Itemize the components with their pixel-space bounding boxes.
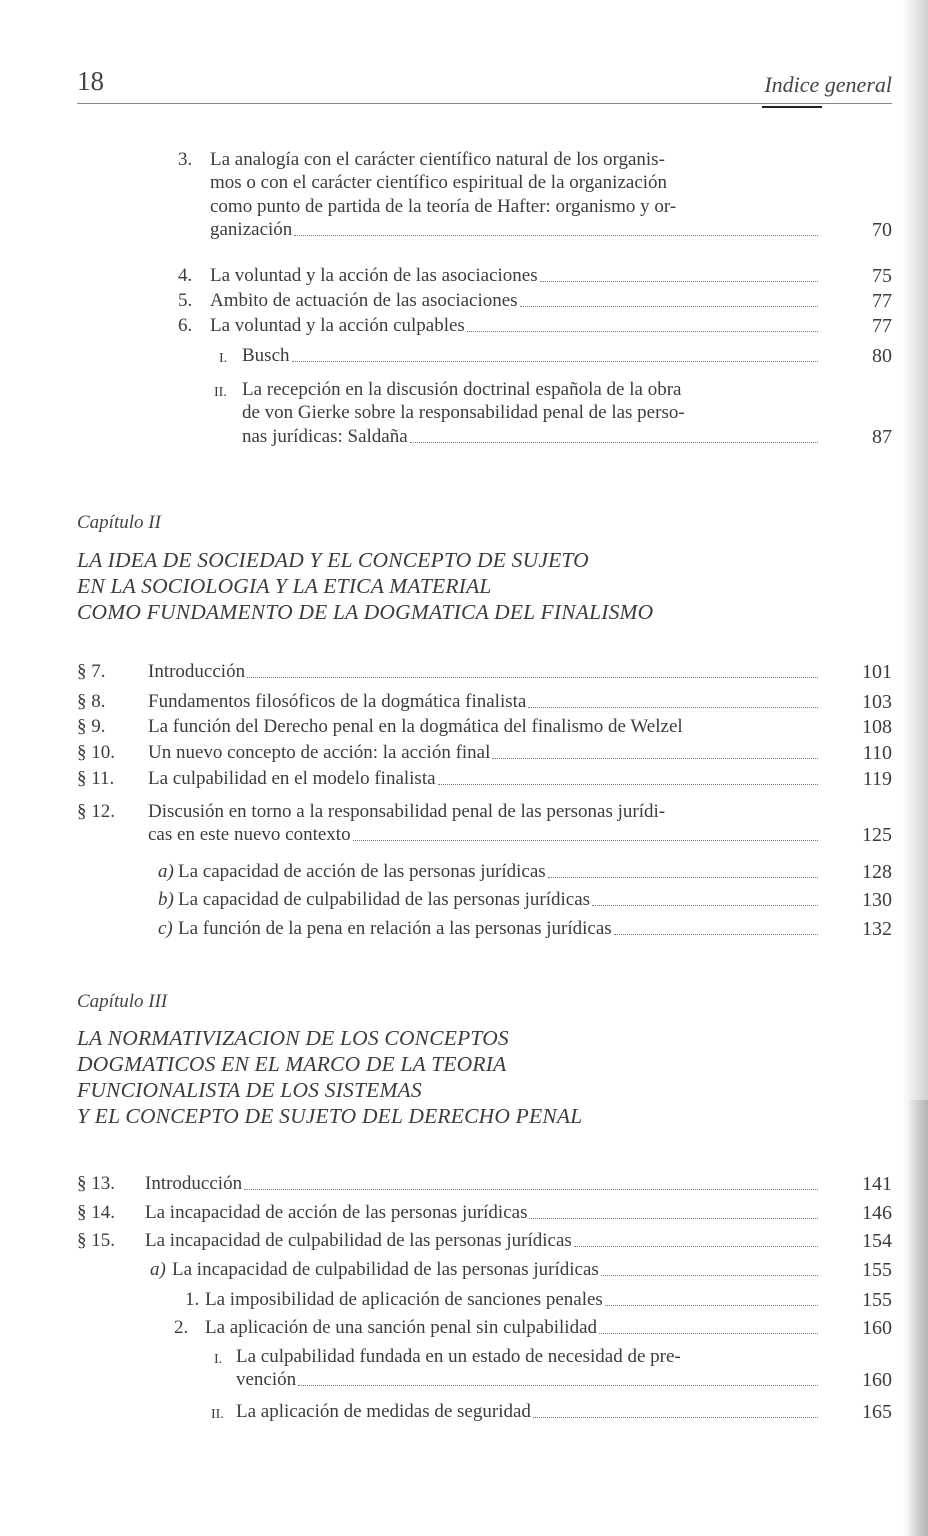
toc-entry-text: La incapacidad de culpabilidad de las personas jurídicas bbox=[145, 1230, 572, 1251]
toc-entry-text: Ambito de actuación de las asociaciones bbox=[210, 290, 518, 311]
toc-entry-text: Fundamentos filosóficos de la dogmática finalista bbox=[148, 691, 527, 712]
header-rule bbox=[77, 103, 892, 104]
toc-entry-text-line: La función del Derecho penal en la dogmática del finalismo de Welzel bbox=[148, 716, 683, 737]
toc-entry-page: 146 bbox=[862, 1202, 892, 1224]
toc-entry-page: 128 bbox=[862, 861, 892, 883]
toc-entry-number: § 14. bbox=[77, 1202, 115, 1223]
toc-entry-number: a) bbox=[158, 861, 174, 882]
toc-entry-text-line bbox=[178, 860, 818, 883]
toc-entry-page: 80 bbox=[872, 345, 892, 367]
chapter-2-title-line: LA IDEA DE SOCIEDAD Y EL CONCEPTO DE SUJETO bbox=[77, 548, 589, 572]
toc-entry-text-line bbox=[145, 1172, 818, 1195]
chapter-3-title-line: FUNCIONALISTA DE LOS SISTEMAS bbox=[77, 1078, 422, 1102]
chapter-3-title-line: Y EL CONCEPTO DE SUJETO DEL DERECHO PENAL bbox=[77, 1104, 583, 1128]
dot-leader bbox=[492, 741, 818, 759]
dot-leader bbox=[294, 218, 818, 236]
toc-entry bbox=[0, 800, 928, 847]
toc-entry-number: § 12. bbox=[77, 801, 115, 822]
toc-entry-text-line bbox=[205, 1316, 818, 1339]
dot-leader bbox=[247, 660, 818, 678]
toc-entry bbox=[0, 767, 928, 790]
toc-entry-page: 103 bbox=[862, 691, 892, 713]
toc-entry-text: La aplicación de medidas de seguridad bbox=[236, 1401, 531, 1422]
toc-entry-page: 125 bbox=[862, 824, 892, 847]
toc-entry-text: La voluntad y la acción de las asociaciones bbox=[210, 265, 538, 286]
toc-entry-text: La función de la pena en relación a las personas jurídicas bbox=[178, 918, 612, 939]
toc-entry-text-line: como punto de partida de la teoría de Hafter: organismo y or- bbox=[210, 195, 677, 217]
toc-entry-text-line bbox=[210, 314, 818, 337]
toc-entry bbox=[0, 289, 928, 312]
toc-entry-text-line bbox=[148, 690, 818, 713]
toc-entry-text-line bbox=[210, 218, 818, 241]
toc-entry bbox=[0, 314, 928, 337]
toc-entry-number: § 7. bbox=[77, 661, 106, 682]
dot-leader bbox=[244, 1172, 818, 1190]
toc-entry-text: nas jurídicas: Saldaña bbox=[242, 425, 408, 447]
toc-entry bbox=[0, 1229, 928, 1252]
toc-entry-text-line bbox=[148, 741, 818, 764]
chapter-2-title-line: COMO FUNDAMENTO DE LA DOGMATICA DEL FINALISMO bbox=[77, 600, 654, 624]
toc-entry bbox=[0, 860, 928, 883]
dot-leader bbox=[601, 1258, 818, 1276]
toc-entry-text: La aplicación de una sanción penal sin culpabilidad bbox=[205, 1317, 597, 1338]
toc-entry bbox=[0, 264, 928, 287]
toc-entry-text: Busch bbox=[242, 345, 290, 366]
toc-entry-page: 70 bbox=[872, 219, 892, 242]
toc-entry-number: 3. bbox=[178, 149, 193, 170]
toc-entry-number: § 13. bbox=[77, 1173, 115, 1194]
toc-entry-number: § 10. bbox=[77, 742, 115, 763]
toc-entry-number: I. bbox=[219, 351, 228, 366]
toc-entry-text-line bbox=[210, 264, 818, 287]
toc-entry-page: 101 bbox=[862, 661, 892, 683]
toc-entry-page: 110 bbox=[862, 742, 892, 764]
toc-entry bbox=[0, 1172, 928, 1195]
dot-leader bbox=[533, 1400, 818, 1418]
toc-entry bbox=[0, 1288, 928, 1311]
toc-entry-text: La imposibilidad de aplicación de sanciones penales bbox=[205, 1289, 603, 1310]
toc-entry-number: II. bbox=[214, 385, 227, 400]
toc-entry-text: ganización bbox=[210, 219, 293, 241]
toc-entry-text-line bbox=[236, 1400, 818, 1423]
toc-entry-text: La incapacidad de acción de las personas jurídicas bbox=[145, 1202, 528, 1223]
toc-entry bbox=[0, 1258, 928, 1281]
header-rule-accent bbox=[762, 106, 822, 108]
toc-entry bbox=[0, 1400, 928, 1423]
toc-entry-text-line bbox=[145, 1229, 818, 1252]
toc-entry-text-line bbox=[145, 1201, 818, 1224]
toc-entry-page: 154 bbox=[862, 1230, 892, 1252]
toc-entry-text-line: La analogía con el carácter científico natural de los organis- bbox=[210, 149, 665, 170]
dot-leader bbox=[599, 1316, 818, 1334]
toc-entry-text-line bbox=[205, 1288, 818, 1311]
toc-entry bbox=[0, 917, 928, 940]
dot-leader bbox=[298, 1368, 818, 1386]
toc-entry-page: 132 bbox=[862, 918, 892, 940]
dot-leader bbox=[410, 425, 818, 443]
chapter-3-title bbox=[77, 1025, 582, 1129]
dot-leader bbox=[574, 1229, 818, 1247]
toc-entry bbox=[0, 715, 928, 738]
toc-entry-number: II. bbox=[211, 1407, 224, 1422]
toc-entry-text: La voluntad y la acción culpables bbox=[210, 315, 465, 336]
toc-entry bbox=[0, 690, 928, 713]
toc-entry-page: 155 bbox=[862, 1259, 892, 1281]
toc-entry-number: 5. bbox=[178, 290, 193, 311]
toc-entry bbox=[0, 1345, 928, 1392]
toc-entry-text-line bbox=[236, 1368, 818, 1391]
dot-leader bbox=[548, 860, 818, 878]
dot-leader bbox=[540, 264, 818, 282]
chapter-3-title-line: DOGMATICOS EN EL MARCO DE LA TEORIA bbox=[77, 1052, 507, 1076]
toc-entry-text: vención bbox=[236, 1369, 297, 1391]
toc-entry-page: 165 bbox=[862, 1401, 892, 1423]
toc-entry-text-line: de von Gierke sobre la responsabilidad penal de las perso- bbox=[242, 402, 685, 424]
chapter-3-label: Capítulo III bbox=[77, 991, 168, 1012]
toc-entry-page: 108 bbox=[862, 716, 892, 738]
toc-entry-text: La capacidad de culpabilidad de las personas jurídicas bbox=[178, 889, 591, 910]
toc-entry-number: § 9. bbox=[77, 716, 106, 737]
dot-leader bbox=[467, 314, 818, 332]
toc-entry-text-line bbox=[178, 917, 818, 940]
toc-entry-text-line bbox=[148, 660, 818, 683]
toc-entry-text-line: La culpabilidad fundada en un estado de necesidad de pre- bbox=[236, 1346, 681, 1367]
toc-entry-text-line: Discusión en torno a la responsabilidad penal de las personas jurídi- bbox=[148, 801, 666, 822]
toc-entry-number: § 15. bbox=[77, 1230, 115, 1251]
toc-entry-text: cas en este nuevo contexto bbox=[148, 824, 351, 846]
page-number: 18 bbox=[77, 66, 104, 96]
dot-leader bbox=[438, 767, 818, 785]
toc-entry-page: 130 bbox=[862, 889, 892, 911]
toc-entry-text-line bbox=[210, 289, 818, 312]
toc-entry-page: 160 bbox=[862, 1369, 892, 1392]
dot-leader bbox=[520, 289, 818, 307]
toc-entry-text-line bbox=[148, 767, 818, 790]
toc-entry bbox=[0, 888, 928, 911]
toc-entry-text-line: La recepción en la discusión doctrinal española de la obra bbox=[242, 379, 682, 400]
toc-entry-text-line bbox=[172, 1258, 818, 1281]
toc-entry-text: La incapacidad de culpabilidad de las personas jurídicas bbox=[172, 1259, 599, 1280]
toc-entry-number: § 8. bbox=[77, 691, 106, 712]
running-head: Indice general bbox=[764, 72, 892, 97]
dot-leader bbox=[529, 1201, 818, 1219]
toc-entry-number: 4. bbox=[178, 265, 193, 286]
toc-entry-number: § 11. bbox=[77, 768, 115, 789]
toc-entry-number: 2. bbox=[174, 1317, 189, 1338]
toc-entry-text-line: mos o con el carácter científico espiritual de la organización bbox=[210, 172, 668, 194]
toc-entry-page: 155 bbox=[862, 1289, 892, 1311]
toc-entry-number: I. bbox=[214, 1352, 223, 1367]
toc-entry-number: 6. bbox=[178, 315, 193, 336]
toc-entry-page: 119 bbox=[862, 768, 892, 790]
toc-entry-page: 77 bbox=[872, 315, 892, 337]
chapter-2-title bbox=[77, 547, 653, 625]
toc-entry-text-line bbox=[242, 425, 818, 448]
toc-entry-page: 75 bbox=[872, 265, 892, 287]
toc-entry-text-line bbox=[242, 344, 818, 367]
dot-leader bbox=[292, 344, 819, 362]
toc-entry bbox=[0, 1201, 928, 1224]
dot-leader bbox=[605, 1288, 818, 1306]
toc-entry-text: Un nuevo concepto de acción: la acción final bbox=[148, 742, 491, 763]
dot-leader bbox=[592, 888, 818, 906]
chapter-2-label: Capítulo II bbox=[77, 512, 161, 533]
toc-entry-number: c) bbox=[158, 918, 173, 939]
toc-entry bbox=[0, 741, 928, 764]
toc-entry-page: 87 bbox=[872, 425, 892, 448]
toc-entry-text: Introducción bbox=[148, 661, 246, 682]
toc-entry bbox=[0, 660, 928, 683]
toc-entry-number: 1. bbox=[185, 1289, 200, 1310]
dot-leader bbox=[614, 917, 818, 935]
toc-entry bbox=[0, 344, 928, 367]
toc-entry-text-line bbox=[178, 888, 818, 911]
toc-entry-page: 77 bbox=[872, 290, 892, 312]
toc-entry bbox=[0, 148, 928, 242]
toc-entry-page: 141 bbox=[862, 1173, 892, 1195]
toc-entry-number: b) bbox=[158, 889, 174, 910]
chapter-3-title-line: LA NORMATIVIZACION DE LOS CONCEPTOS bbox=[77, 1026, 509, 1050]
dot-leader bbox=[528, 690, 818, 708]
toc-entry-text: La culpabilidad en el modelo finalista bbox=[148, 768, 436, 789]
toc-entry bbox=[0, 1316, 928, 1339]
toc-entry-page: 160 bbox=[862, 1317, 892, 1339]
toc-entry-text-line bbox=[148, 823, 818, 846]
toc-entry bbox=[0, 378, 928, 448]
toc-entry-text: Introducción bbox=[145, 1173, 243, 1194]
dot-leader bbox=[353, 823, 818, 841]
toc-entry-number: a) bbox=[150, 1259, 166, 1280]
chapter-2-title-line: EN LA SOCIOLOGIA Y LA ETICA MATERIAL bbox=[77, 574, 492, 598]
toc-entry-text: La capacidad de acción de las personas jurídicas bbox=[178, 861, 546, 882]
